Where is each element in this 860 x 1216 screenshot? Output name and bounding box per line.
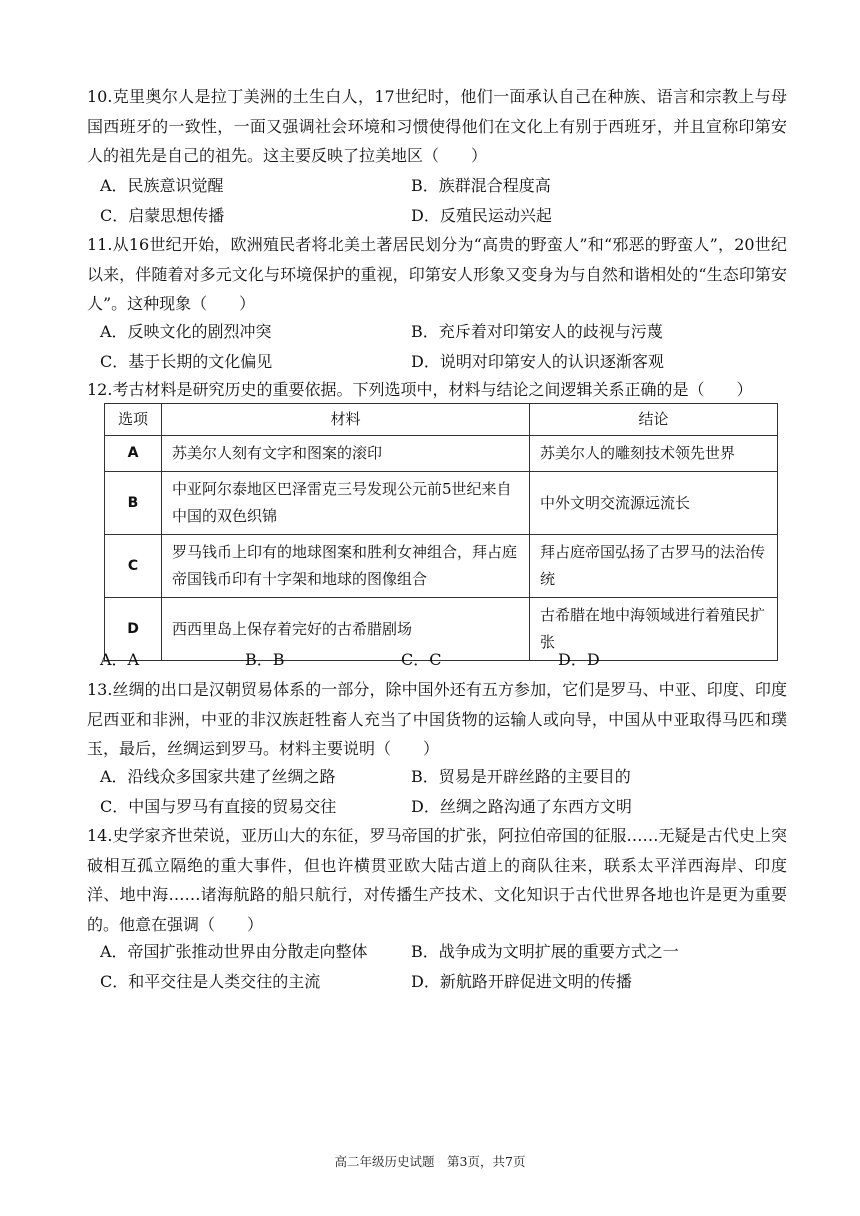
- question-10-stem: 10.克里奥尔人是拉丁美洲的土生白人，17世纪时，他们一面承认自己在种族、语言和宗教上与母国西班牙的一致性，一面又强调社会环境和习惯使得他们在文化上有别于西班牙，并且宣称印第安人的祖先是自己的祖先。这主要反映了拉美地区（ ）: [87, 87, 787, 165]
- q13-option-d: D．丝绸之路沟通了东西方文明: [411, 796, 632, 816]
- table-row: [105, 535, 778, 598]
- table-cell-conclusion: 苏美尔人的雕刻技术领先世界: [530, 436, 778, 472]
- table-cell-option: D: [105, 598, 162, 661]
- table-cell-conclusion: 中外文明交流源远流长: [530, 472, 778, 535]
- table-header-option: 选项: [105, 404, 162, 436]
- q10-option-d: D．反殖民运动兴起: [411, 205, 552, 225]
- q13-option-c: C．中国与罗马有直接的贸易交往: [100, 796, 337, 816]
- q11-option-c: C．基于长期的文化偏见: [100, 351, 273, 371]
- table-cell-material: 苏美尔人刻有文字和图案的滚印: [162, 436, 530, 472]
- question-13-stem: 13.丝绸的出口是汉朝贸易体系的一部分，除中国外还有五方参加，它们是罗马、中亚、印度、印度尼西亚和非洲，中亚的非汉族赶牲畜人充当了中国货物的运输人或向导，中国从中亚取得马匹和璞玉，最后，丝绸运到罗马。材料主要说明（ ）: [87, 680, 787, 758]
- q12-option-a: A．A: [100, 650, 140, 669]
- question-11-stem: 11.从16世纪开始，欧洲殖民者将北美土著居民划分为“高贵的野蛮人”和“邪恶的野蛮人”，20世纪以来，伴随着对多元文化与环境保护的重视，印第安人形象又变身为与自然和谐相处的“生态印第安人”。这种现象（ ）: [87, 235, 787, 313]
- q11-option-b: B．充斥着对印第安人的歧视与污蔑: [411, 322, 663, 341]
- q14-option-a: A．帝国扩张推动世界由分散走向整体: [100, 942, 368, 961]
- q14-option-c: C．和平交往是人类交往的主流: [100, 971, 321, 991]
- q12-option-d: D．D: [558, 650, 600, 669]
- question-12-stem: 12.考古材料是研究历史的重要依据。下列选项中，材料与结论之间逻辑关系正确的是（ ）: [87, 380, 753, 399]
- table-cell-conclusion: 拜占庭帝国弘扬了古罗马的法治传统: [530, 535, 778, 598]
- question-12-table: [104, 403, 778, 661]
- table-header-material: 材料: [162, 404, 530, 436]
- q12-option-c: C．C: [401, 650, 442, 669]
- table-row: [105, 436, 778, 472]
- question-14-stem: 14.史学家齐世荣说，亚历山大的东征，罗马帝国的扩张，阿拉伯帝国的征服……无疑是古代史上突破相互孤立隔绝的重大事件，但也许横贯亚欧大陆古道上的商队往来，联系太平洋西海岸、印度洋、地中海……诸海航路的船只航行，对传播生产技术、文化知识于古代世界各地也许是更为重要的。他意在强调（ ）: [87, 826, 787, 934]
- table-header-row: [105, 404, 778, 436]
- table-cell-material: 中亚阿尔泰地区巴泽雷克三号发现公元前5世纪来自中国的双色织锦: [162, 472, 530, 535]
- page-footer: 高二年级历史试题 第3页，共7页: [334, 1154, 526, 1169]
- table-cell-conclusion: 古希腊在地中海领域进行着殖民扩张: [530, 598, 778, 661]
- q13-option-a: A．沿线众多国家共建了丝绸之路: [100, 767, 336, 786]
- q14-option-b: B．战争成为文明扩展的重要方式之一: [411, 942, 679, 961]
- q13-option-b: B．贸易是开辟丝路的主要目的: [411, 767, 631, 786]
- q11-option-d: D．说明对印第安人的认识逐渐客观: [411, 351, 664, 371]
- q12-option-b: B．B: [245, 650, 285, 669]
- table-cell-material: 罗马钱币上印有的地球图案和胜利女神组合，拜占庭帝国钱币印有十字架和地球的图像组合: [162, 535, 530, 598]
- table-cell-option: C: [105, 535, 162, 598]
- table-row: [105, 472, 778, 535]
- table-cell-option: A: [105, 436, 162, 472]
- q11-option-a: A．反映文化的剧烈冲突: [100, 322, 272, 341]
- table-cell-material: 西西里岛上保存着完好的古希腊剧场: [162, 598, 530, 661]
- q14-option-d: D．新航路开辟促进文明的传播: [411, 971, 632, 991]
- q10-option-a: A．民族意识觉醒: [100, 176, 224, 195]
- table-header-conclusion: 结论: [530, 404, 778, 436]
- q10-option-b: B．族群混合程度高: [411, 176, 551, 195]
- q10-option-c: C．启蒙思想传播: [100, 205, 225, 225]
- table-cell-option: B: [105, 472, 162, 535]
